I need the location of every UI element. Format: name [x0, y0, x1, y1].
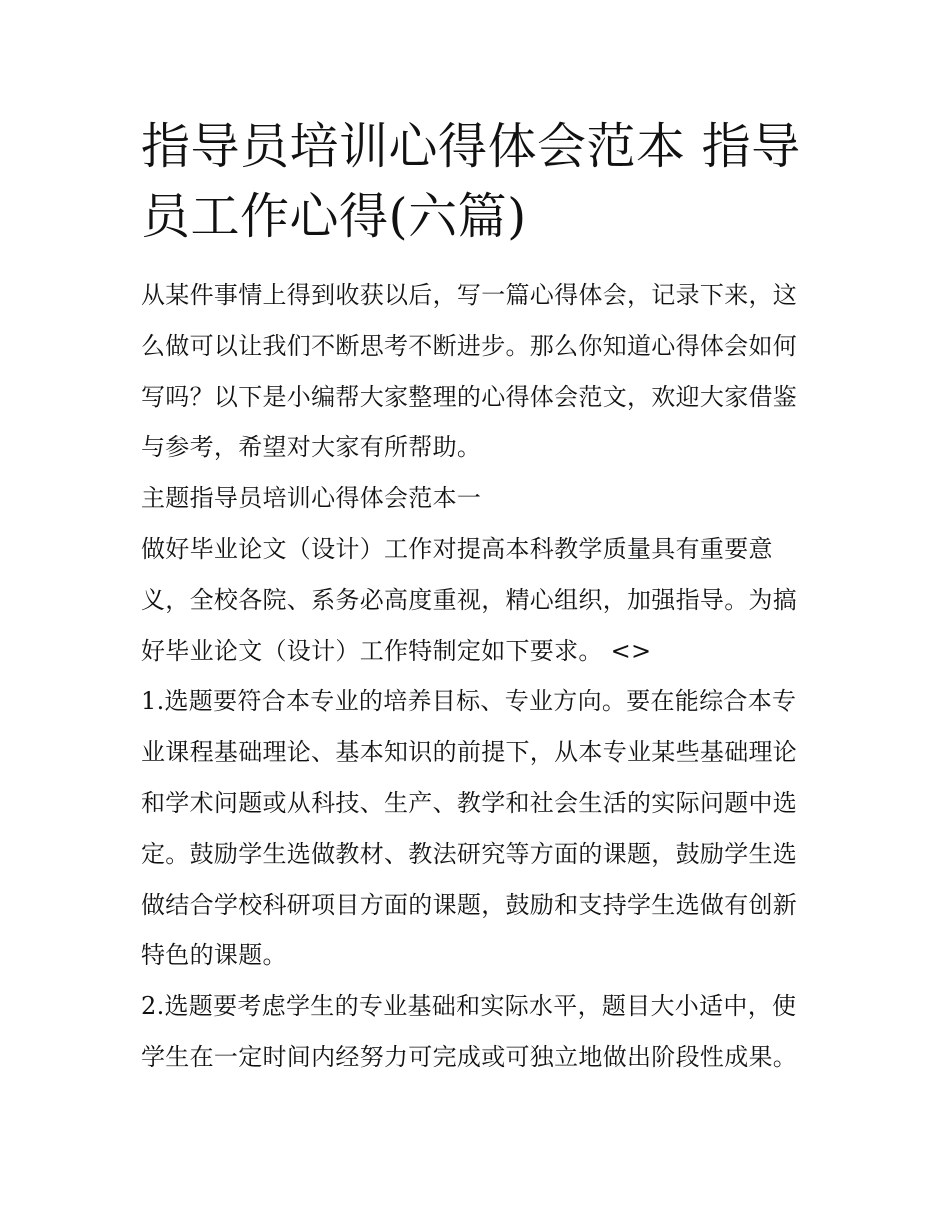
section-heading: 主题指导员培训心得体会范本一	[141, 484, 482, 513]
list-item-1: 1.选题要符合本专业的培养目标、专业方向。要在能综合本专业课程基础理论、基本知识的前提下，从本专业某些基础理论和学术问题或从科技、生产、教学和社会生活的实际问题中选定。鼓励学生选做教材、教法研究等方面的课题，鼓励学生选做结合学校科研项目方面的课题，鼓励和支持学生选做有创新特色的课题。	[141, 687, 798, 970]
document-page	[141, 112, 813, 1083]
body-paragraph: 做好毕业论文（设计）工作对提高本科教学质量具有重要意义，全校各院、系务必高度重视，精心组织，加强指导。为搞好毕业论文（设计）工作特制定如下要求。 <>	[141, 534, 798, 665]
document-title: 指导员培训心得体会范本 指导员工作心得(六篇)	[141, 118, 801, 245]
document-body	[141, 270, 813, 1083]
list-item-2: 2.选题要考虑学生的专业基础和实际水平，题目大小适中，使学生在一定时间内经努力可完成或可独立地做出阶段性成果。	[141, 992, 798, 1071]
intro-paragraph: 从某件事情上得到收获以后，写一篇心得体会，记录下来，这么做可以让我们不断思考不断进步。那么你知道心得体会如何写吗？以下是小编帮大家整理的心得体会范文，欢迎大家借鉴与参考，希望对大家有所帮助。	[141, 281, 798, 462]
